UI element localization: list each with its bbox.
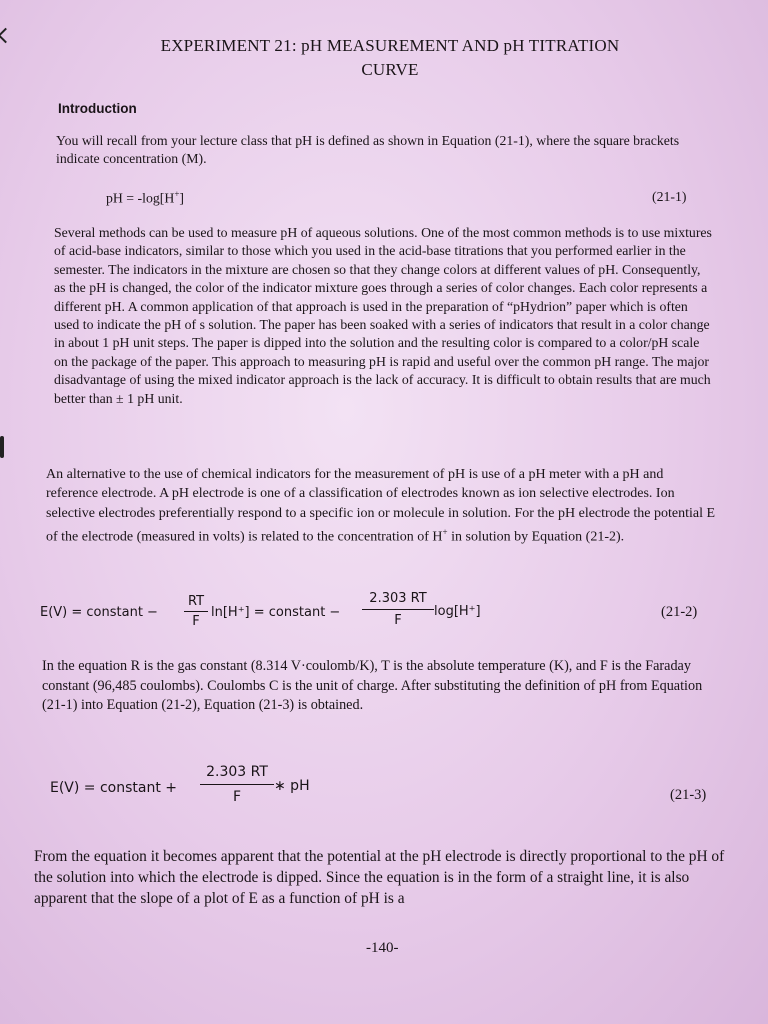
eq1-close: ] bbox=[179, 190, 185, 206]
eq2-frac2-denominator: F bbox=[394, 613, 402, 628]
eq3-frac-numerator: 2.303 RT bbox=[206, 764, 268, 780]
eq2-mid: ln[H⁺] = constant − bbox=[211, 605, 341, 620]
para3-text-b: in solution by Equation (21-2). bbox=[447, 529, 625, 545]
eq1-text: pH = -log[H bbox=[106, 190, 175, 206]
paragraph-5: From the equation it becomes apparent that the potential at the pH electrode is directly proportional to the pH of the solution into which the electrode is dipped. Since the equation is in the form of a straight line, it is also apparent that the slope of a plot of E as a function of pH is a bbox=[34, 848, 725, 907]
eq3-rhs: ∗ pH bbox=[274, 778, 310, 794]
equation-21-1 bbox=[106, 189, 184, 207]
paragraph-1: You will recall from your lecture class that pH is defined as shown in Equation (21-1), where the square brackets indicate concentration (M). bbox=[56, 133, 680, 167]
eq2-lhs: E(V) = constant − bbox=[40, 605, 158, 620]
eq3-frac-denominator: F bbox=[232, 789, 242, 805]
eq2-rhs: log[H⁺] bbox=[434, 604, 481, 619]
eq3-number: (21-3) bbox=[670, 787, 707, 803]
title-line-2: CURVE bbox=[361, 60, 419, 79]
eq2-number: (21-2) bbox=[661, 604, 698, 620]
eq2-frac1-bar bbox=[184, 611, 208, 612]
eq2-frac2-bar bbox=[362, 609, 434, 610]
eq3-frac-bar bbox=[200, 784, 274, 785]
paragraph-3 bbox=[46, 465, 716, 547]
page-number: -140- bbox=[366, 940, 399, 956]
eq1-superscript: + bbox=[174, 189, 180, 199]
section-heading: Introduction bbox=[58, 101, 137, 116]
paragraph-4: In the equation R is the gas constant (8.314 V·coulomb/K), T is the absolute temperature (K), and F is the Faraday constant (96,485 coulombs). Coulombs C is the unit of charge. After substituting the definition of pH from Equation (21-1) into Equation (21-2), Equation (21-3) is obtained. bbox=[42, 658, 703, 714]
eq2-frac2-numerator: 2.303 RT bbox=[369, 591, 427, 606]
para3-superscript: + bbox=[442, 527, 448, 538]
page-edge-mark bbox=[0, 436, 4, 458]
eq2-frac1-numerator: RT bbox=[187, 594, 205, 609]
para3-text-a: An alternative to the use of chemical indicators for the measurement of pH is use of a pH meter with a pH and reference electrode. A pH electrode is one of a classification of electrodes known as ion selective electrodes. Ion selective electrodes preferentially respond to a specific ion or molecule in solution. For the pH electrode the potential E of the electrode (measured in volts) is related to the concentration of H bbox=[46, 467, 716, 545]
title-line-1: EXPERIMENT 21: pH MEASUREMENT AND pH TITRATION bbox=[160, 36, 620, 55]
equation-21-1-number: (21-1) bbox=[652, 189, 687, 204]
paragraph-2: Several methods can be used to measure pH of aqueous solutions. One of the most common methods is to use mixtures of acid-base indicators, similar to those which you used in the acid-base titrations that you performed earlier in the semester. The indicators in the mixture are chosen so that they change colors at different values of pH. Consequently, as the pH is changed, the color of the indicator mixture goes through a series of color changes. Each color represents a different pH. A common application of that approach is used in the preparation of “pHydrion” paper which is often used to indicate the pH of s solution. The paper has been soaked with a series of indicators that result in a color change in about 1 pH unit steps. The paper is dipped into the solution and the resulting color is compared to a color/pH scale on the package of the paper. This approach to measuring pH is rapid and useful over the common pH range. The major disadvantage of using the mixed indicator approach is the lack of accuracy. It is difficult to obtain results that are much better than ± 1 pH unit. bbox=[54, 225, 712, 406]
page-corner-mark bbox=[0, 28, 13, 44]
eq3-lhs: E(V) = constant + bbox=[50, 780, 178, 796]
eq2-frac1-denominator: F bbox=[192, 614, 200, 629]
